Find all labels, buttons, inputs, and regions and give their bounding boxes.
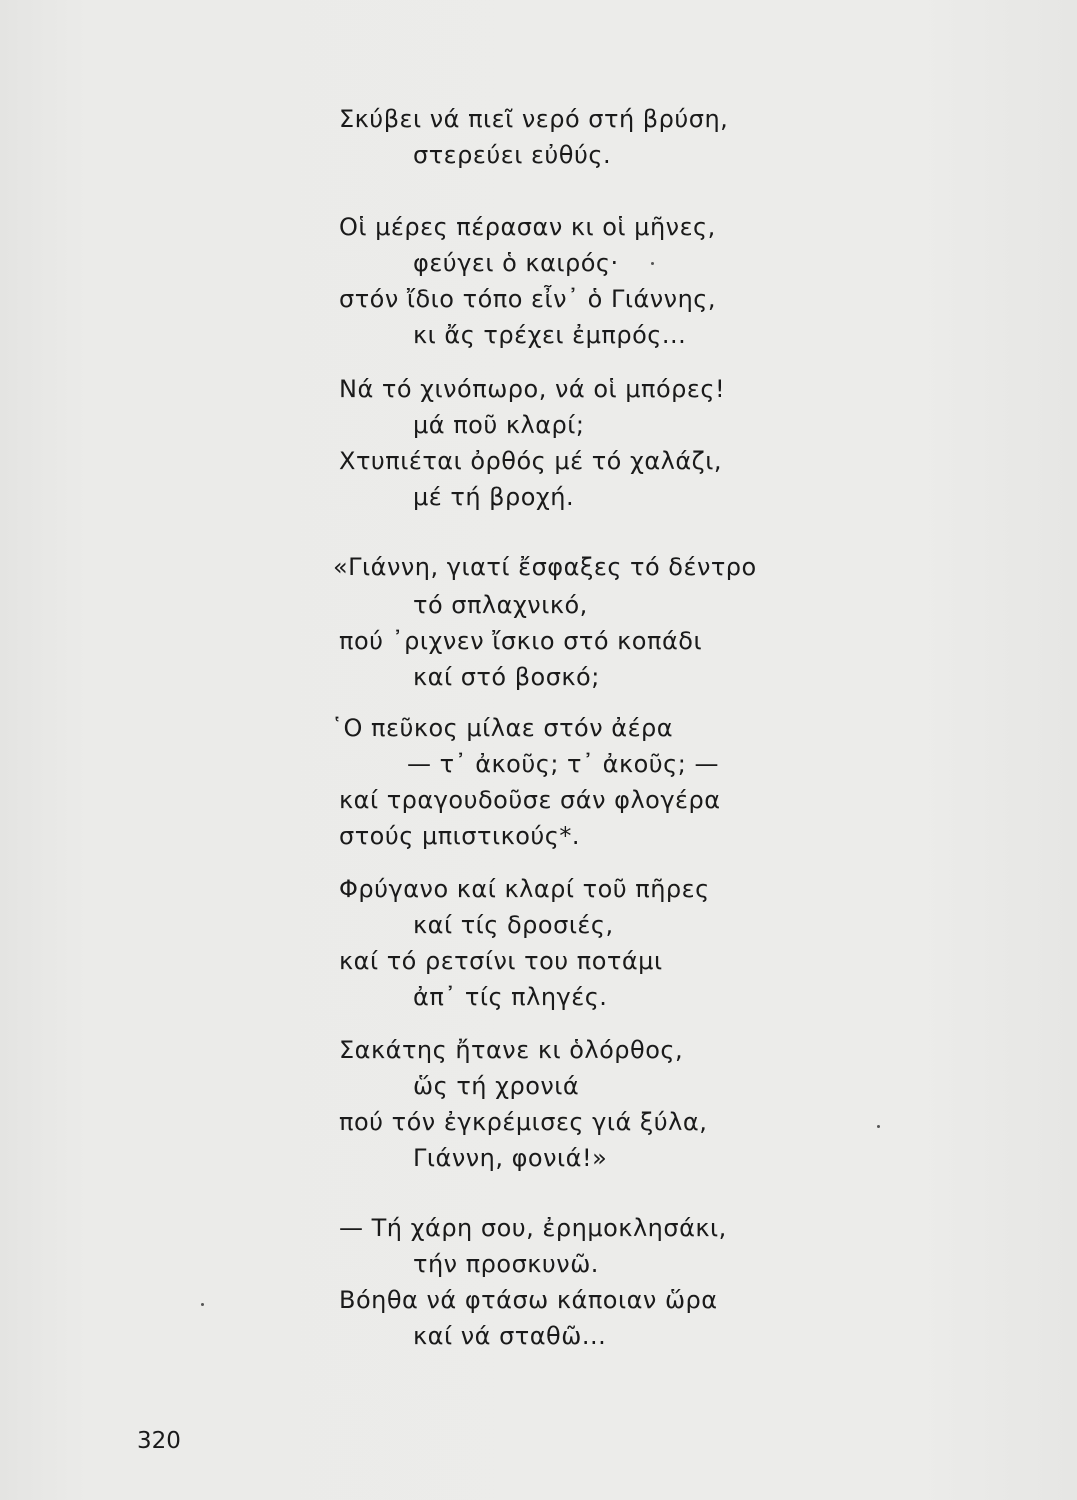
poem-line: στούς μπιστικούς*.	[339, 822, 580, 850]
poem-line: φεύγει ὁ καιρός·	[413, 249, 619, 277]
poem-line: Οἱ μέρες πέρασαν κι οἱ μῆνες,	[339, 213, 716, 241]
poem-line: μέ τή βροχή.	[413, 483, 575, 511]
poem-line: Φρύγανο καί κλαρί τοῦ πῆρες	[339, 875, 710, 903]
poem-line: Βόηθα νά φτάσω κάποιαν ὥρα	[339, 1286, 718, 1314]
poem-line: Γιάννη, φονιά!»	[413, 1144, 608, 1172]
poem-line: στερεύει εὐθύς.	[413, 141, 612, 169]
poem-line: καί τίς δροσιές,	[413, 911, 614, 939]
poem-line: πού ᾽ριχνεν ἴσκιο στό κοπάδι	[339, 627, 703, 655]
poem-line: τήν προσκυνῶ.	[413, 1250, 599, 1278]
poem-line: τό σπλαχνικό,	[413, 591, 588, 619]
poem-line: καί στό βοσκό;	[413, 663, 600, 691]
poem-line: «Γιάννη, γιατί ἔσφαξες τό δέντρο	[333, 553, 757, 581]
poem-line: στόν ἴδιο τόπο εἶν᾽ ὁ Γιάννης,	[339, 285, 717, 313]
poem-line: ἀπ᾽ τίς πληγές.	[413, 983, 608, 1011]
poem-line: ὥς τή χρονιά	[413, 1072, 580, 1100]
poem-line: — τ᾽ ἀκοῦς; τ᾽ ἀκοῦς; —	[407, 750, 719, 778]
poem-line: πού τόν ἐγκρέμισες γιά ξύλα,	[339, 1108, 708, 1136]
paper-speck	[201, 1303, 204, 1306]
poem-line: καί τό ρετσίνι του ποτάμι	[339, 947, 663, 975]
paper-speck	[651, 262, 654, 265]
poem-line: καί τραγουδοῦσε σάν φλογέρα	[339, 786, 721, 814]
poem-line: — Τή χάρη σου, ἐρημοκλησάκι,	[339, 1214, 727, 1242]
page-number: 320	[137, 1428, 181, 1454]
paper-speck	[877, 1125, 880, 1128]
poem-line: ῾Ο πεῦκος μίλαε στόν ἀέρα	[331, 714, 674, 742]
poem-line: Νά τό χινόπωρο, νά οἱ μπόρες!	[339, 375, 726, 403]
poem-line: Σακάτης ἤτανε κι ὁλόρθος,	[339, 1036, 684, 1064]
poem-line: κι ἄς τρέχει ἐμπρός...	[413, 321, 687, 349]
poem-line: Σκύβει νά πιεῖ νερό στή βρύση,	[339, 105, 729, 133]
poem-line: Χτυπιέται ὀρθός μέ τό χαλάζι,	[339, 447, 722, 475]
poem-line: μά ποῦ κλαρί;	[413, 411, 585, 439]
poem-line: καί νά σταθῶ...	[413, 1322, 607, 1350]
